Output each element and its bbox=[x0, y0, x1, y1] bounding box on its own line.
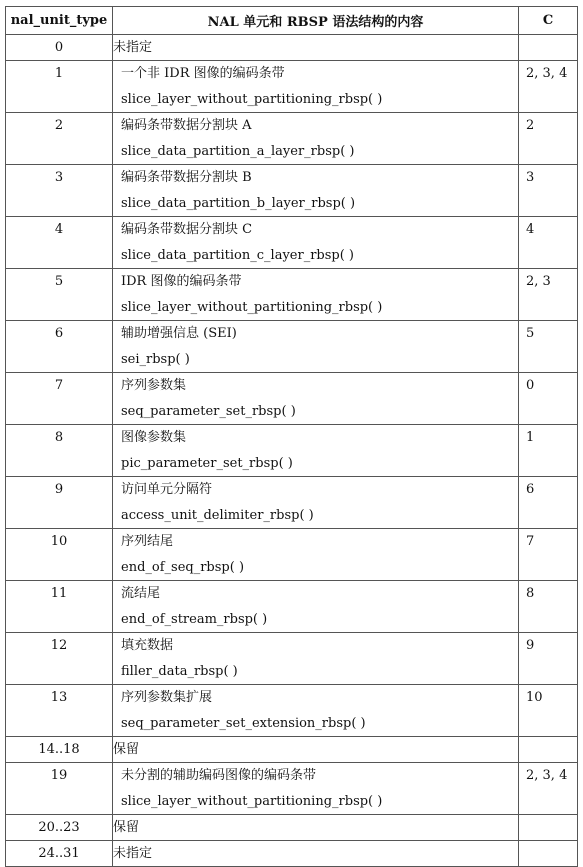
table-row bbox=[6, 61, 578, 113]
nal-unit-type-cell bbox=[6, 425, 113, 477]
content-description: 图像参数集 bbox=[121, 430, 187, 445]
category-cell bbox=[519, 217, 578, 269]
category-cell bbox=[519, 269, 578, 321]
content-cell bbox=[113, 477, 519, 529]
table-row bbox=[6, 581, 578, 633]
category-cell bbox=[519, 477, 578, 529]
category-value: 5 bbox=[526, 326, 535, 341]
nal-unit-type-cell: 20..23 bbox=[6, 815, 113, 841]
content-cell bbox=[113, 269, 519, 321]
rbsp-syntax-structure: sei_rbsp( ) bbox=[121, 351, 190, 367]
category-value: 2 bbox=[526, 118, 535, 133]
content-description: 序列结尾 bbox=[121, 534, 174, 549]
type-value: 5 bbox=[54, 274, 64, 289]
table-row bbox=[6, 165, 578, 217]
table-row bbox=[6, 815, 578, 841]
category-value: 2, 3 bbox=[526, 274, 551, 289]
content-cell: 未指定 bbox=[113, 841, 519, 867]
table-row bbox=[6, 373, 578, 425]
category-value: 0 bbox=[526, 378, 535, 393]
content-cell bbox=[113, 685, 519, 737]
content-description: 编码条带数据分割块 C bbox=[121, 222, 253, 237]
content-description: 辅助增强信息 (SEI) bbox=[121, 326, 237, 341]
rbsp-syntax-structure: slice_layer_without_partitioning_rbsp( ) bbox=[121, 793, 383, 809]
type-value: 6 bbox=[54, 326, 64, 341]
category-value: 7 bbox=[526, 534, 535, 549]
content-cell: 未指定 bbox=[113, 35, 519, 61]
rbsp-syntax-structure: access_unit_delimiter_rbsp( ) bbox=[121, 507, 314, 523]
type-value: 4 bbox=[54, 222, 64, 237]
type-value: 2 bbox=[54, 118, 64, 133]
category-cell bbox=[519, 165, 578, 217]
rbsp-syntax-structure: seq_parameter_set_extension_rbsp( ) bbox=[121, 715, 366, 731]
nal-unit-type-cell bbox=[6, 113, 113, 165]
table-row bbox=[6, 685, 578, 737]
rbsp-syntax-structure: slice_data_partition_c_layer_rbsp( ) bbox=[121, 247, 355, 263]
content-description: IDR 图像的编码条带 bbox=[121, 274, 242, 289]
content-cell bbox=[113, 373, 519, 425]
nal-unit-type-cell bbox=[6, 529, 113, 581]
content-cell: 保留 bbox=[113, 737, 519, 763]
category-value: 6 bbox=[526, 482, 535, 497]
type-value: 3 bbox=[54, 170, 64, 185]
rbsp-syntax-structure: end_of_seq_rbsp( ) bbox=[121, 559, 245, 575]
category-cell bbox=[519, 61, 578, 113]
category-cell bbox=[519, 763, 578, 815]
rbsp-syntax-structure: slice_layer_without_partitioning_rbsp( ) bbox=[121, 299, 383, 315]
content-cell bbox=[113, 425, 519, 477]
content-cell bbox=[113, 529, 519, 581]
content-cell bbox=[113, 217, 519, 269]
category-value: 3 bbox=[526, 170, 535, 185]
content-cell bbox=[113, 61, 519, 113]
category-cell bbox=[519, 321, 578, 373]
category-cell bbox=[519, 113, 578, 165]
category-cell bbox=[519, 737, 578, 763]
nal-unit-type-cell bbox=[6, 217, 113, 269]
category-value: 1 bbox=[526, 430, 535, 445]
rbsp-syntax-structure: pic_parameter_set_rbsp( ) bbox=[121, 455, 293, 471]
category-cell bbox=[519, 685, 578, 737]
header-content: NAL 单元和 RBSP 语法结构的内容 bbox=[113, 7, 519, 35]
nal-unit-type-cell bbox=[6, 581, 113, 633]
table-row bbox=[6, 321, 578, 373]
content-cell bbox=[113, 113, 519, 165]
rbsp-syntax-structure: seq_parameter_set_rbsp( ) bbox=[121, 403, 296, 419]
content-description: 一个非 IDR 图像的编码条带 bbox=[121, 66, 285, 81]
type-value: 13 bbox=[50, 690, 68, 705]
table-row bbox=[6, 633, 578, 685]
nal-unit-type-cell bbox=[6, 61, 113, 113]
content-cell: 保留 bbox=[113, 815, 519, 841]
type-value: 8 bbox=[54, 430, 64, 445]
table-row bbox=[6, 217, 578, 269]
category-cell bbox=[519, 35, 578, 61]
header-row bbox=[6, 7, 578, 35]
table-body bbox=[6, 35, 578, 867]
content-cell bbox=[113, 763, 519, 815]
table-row bbox=[6, 763, 578, 815]
nal-unit-type-table bbox=[5, 6, 578, 867]
rbsp-syntax-structure: slice_layer_without_partitioning_rbsp( ) bbox=[121, 91, 383, 107]
category-cell bbox=[519, 425, 578, 477]
content-description: 序列参数集扩展 bbox=[121, 690, 213, 705]
rbsp-syntax-structure: slice_data_partition_b_layer_rbsp( ) bbox=[121, 195, 356, 211]
table-row bbox=[6, 529, 578, 581]
header-nal-unit-type: nal_unit_type bbox=[6, 7, 113, 35]
category-cell bbox=[519, 529, 578, 581]
content-description: 流结尾 bbox=[121, 586, 161, 601]
content-description: 编码条带数据分割块 A bbox=[121, 118, 252, 133]
table-row bbox=[6, 425, 578, 477]
nal-unit-type-cell bbox=[6, 685, 113, 737]
nal-unit-type-cell bbox=[6, 321, 113, 373]
nal-unit-type-cell: 24..31 bbox=[6, 841, 113, 867]
nal-unit-type-cell bbox=[6, 269, 113, 321]
rbsp-syntax-structure: end_of_stream_rbsp( ) bbox=[121, 611, 268, 627]
nal-unit-type-cell bbox=[6, 763, 113, 815]
nal-unit-type-cell bbox=[6, 165, 113, 217]
nal-unit-type-cell: 14..18 bbox=[6, 737, 113, 763]
content-cell bbox=[113, 321, 519, 373]
category-value: 4 bbox=[526, 222, 535, 237]
content-cell bbox=[113, 581, 519, 633]
category-cell bbox=[519, 815, 578, 841]
category-value: 9 bbox=[526, 638, 535, 653]
type-value: 9 bbox=[54, 482, 64, 497]
table-row bbox=[6, 35, 578, 61]
table-row bbox=[6, 477, 578, 529]
content-description: 填充数据 bbox=[121, 638, 174, 653]
category-cell bbox=[519, 633, 578, 685]
nal-unit-type-cell: 0 bbox=[6, 35, 113, 61]
nal-unit-type-cell bbox=[6, 477, 113, 529]
nal-unit-type-cell bbox=[6, 373, 113, 425]
rbsp-syntax-structure: filler_data_rbsp( ) bbox=[121, 663, 238, 679]
table-row bbox=[6, 737, 578, 763]
category-value: 10 bbox=[526, 690, 543, 705]
content-description: 序列参数集 bbox=[121, 378, 187, 393]
type-value: 12 bbox=[50, 638, 68, 653]
type-value: 10 bbox=[50, 534, 68, 549]
content-cell bbox=[113, 633, 519, 685]
content-cell bbox=[113, 165, 519, 217]
type-value: 1 bbox=[54, 66, 64, 81]
header-c: C bbox=[519, 7, 578, 35]
category-value: 2, 3, 4 bbox=[526, 66, 568, 81]
type-value: 19 bbox=[50, 768, 68, 783]
category-cell bbox=[519, 581, 578, 633]
content-description: 访问单元分隔符 bbox=[121, 482, 213, 497]
category-value: 8 bbox=[526, 586, 535, 601]
type-value: 11 bbox=[50, 586, 68, 601]
type-value: 7 bbox=[54, 378, 64, 393]
table-row bbox=[6, 269, 578, 321]
table-row bbox=[6, 113, 578, 165]
content-description: 编码条带数据分割块 B bbox=[121, 170, 252, 185]
category-cell bbox=[519, 373, 578, 425]
nal-unit-type-cell bbox=[6, 633, 113, 685]
content-description: 未分割的辅助编码图像的编码条带 bbox=[121, 768, 317, 783]
category-value: 2, 3, 4 bbox=[526, 768, 568, 783]
rbsp-syntax-structure: slice_data_partition_a_layer_rbsp( ) bbox=[121, 143, 355, 159]
